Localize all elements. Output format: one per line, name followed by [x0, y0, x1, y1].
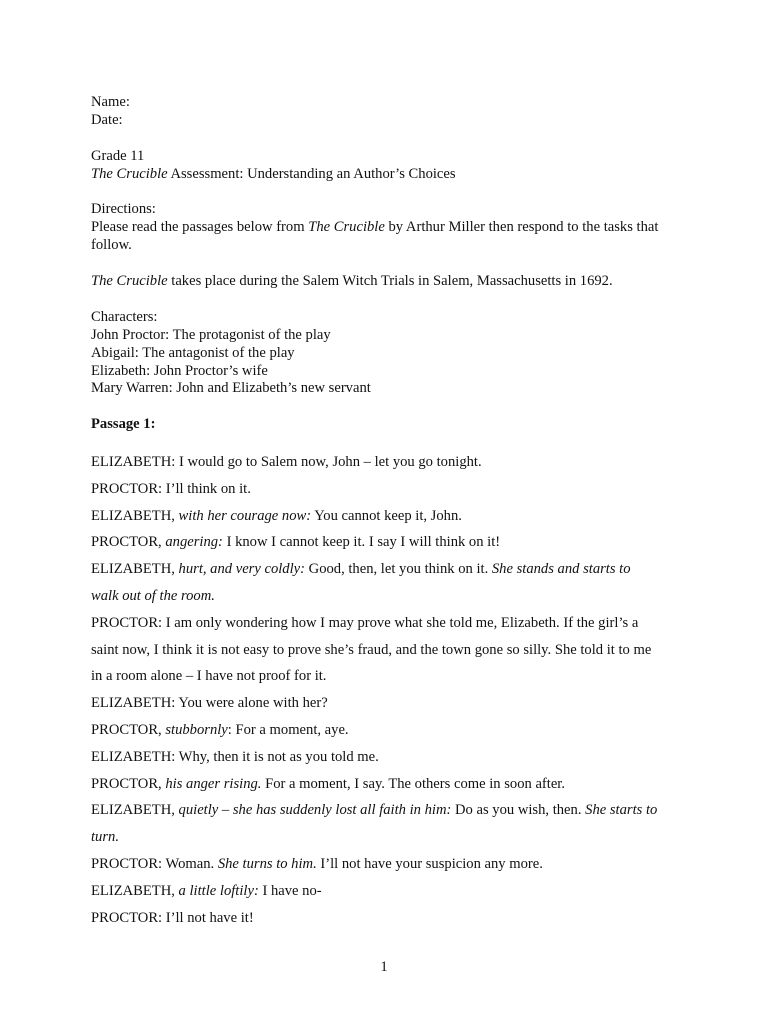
dialogue-line: turn. — [91, 829, 119, 846]
setting-text: The Crucible takes place during the Salem Witch Trials in Salem, Massachusetts in 1692. — [91, 273, 613, 290]
dialogue-line: ELIZABETH, quietly – she has suddenly lost all faith in him: Do as you wish, then. She starts to — [91, 802, 658, 819]
dialogue-line: in a room alone – I have not proof for it. — [91, 668, 327, 685]
document-header — [91, 94, 691, 434]
dialogue-line: ELIZABETH: I would go to Salem now, John – let you go tonight. — [91, 454, 482, 470]
dialogue-line: ELIZABETH: You were alone with her? — [91, 695, 328, 712]
date-label: Date: — [91, 111, 123, 128]
character-item: John Proctor: The protagonist of the play — [91, 326, 331, 343]
dialogue-line: PROCTOR: Woman. She turns to him. I’ll not have your suspicion any more. — [91, 855, 543, 872]
page-number: 1 — [380, 959, 388, 975]
name-label: Name: — [91, 94, 130, 110]
characters-label: Characters: — [91, 308, 158, 325]
passage-dialogue — [91, 449, 691, 931]
character-item: Mary Warren: John and Elizabeth’s new servant — [91, 380, 371, 397]
dialogue-line: ELIZABETH, with her courage now: You cannot keep it, John. — [91, 507, 462, 524]
directions-label: Directions: — [91, 201, 156, 218]
dialogue-line: ELIZABETH: Why, then it is not as you told me. — [91, 748, 379, 765]
dialogue-line: ELIZABETH, a little loftily: I have no- — [91, 882, 322, 899]
character-item: Abigail: The antagonist of the play — [91, 344, 295, 361]
dialogue-line: saint now, I think it is not easy to prove she’s fraud, and the town gone so silly. She told it to me — [91, 641, 652, 658]
dialogue-line: PROCTOR: I’ll not have it! — [91, 909, 254, 926]
dialogue-line: PROCTOR, stubbornly: For a moment, aye. — [91, 721, 349, 738]
directions-text: Please read the passages below from The Crucible by Arthur Miller then respond to the tasks that follow. — [91, 219, 659, 254]
passage-title: Passage 1: — [91, 416, 156, 433]
dialogue-line: ELIZABETH, hurt, and very coldly: Good, then, let you think on it. She stands and starts to — [91, 561, 631, 578]
character-item: Elizabeth: John Proctor’s wife — [91, 362, 268, 379]
dialogue-line: PROCTOR: I’ll think on it. — [91, 480, 251, 497]
dialogue-line: walk out of the room. — [91, 587, 215, 604]
dialogue-line: PROCTOR: I am only wondering how I may prove what she told me, Elizabeth. If the girl’s a — [91, 614, 639, 631]
dialogue-line: PROCTOR, his anger rising. For a moment, I say. The others come in soon after. — [91, 775, 566, 792]
grade-label: Grade 11 — [91, 147, 145, 164]
assessment-title: The Crucible Assessment: Understanding an Author’s Choices — [91, 165, 456, 182]
dialogue-line: PROCTOR, angering: I know I cannot keep it. I say I will think on it! — [91, 534, 501, 551]
